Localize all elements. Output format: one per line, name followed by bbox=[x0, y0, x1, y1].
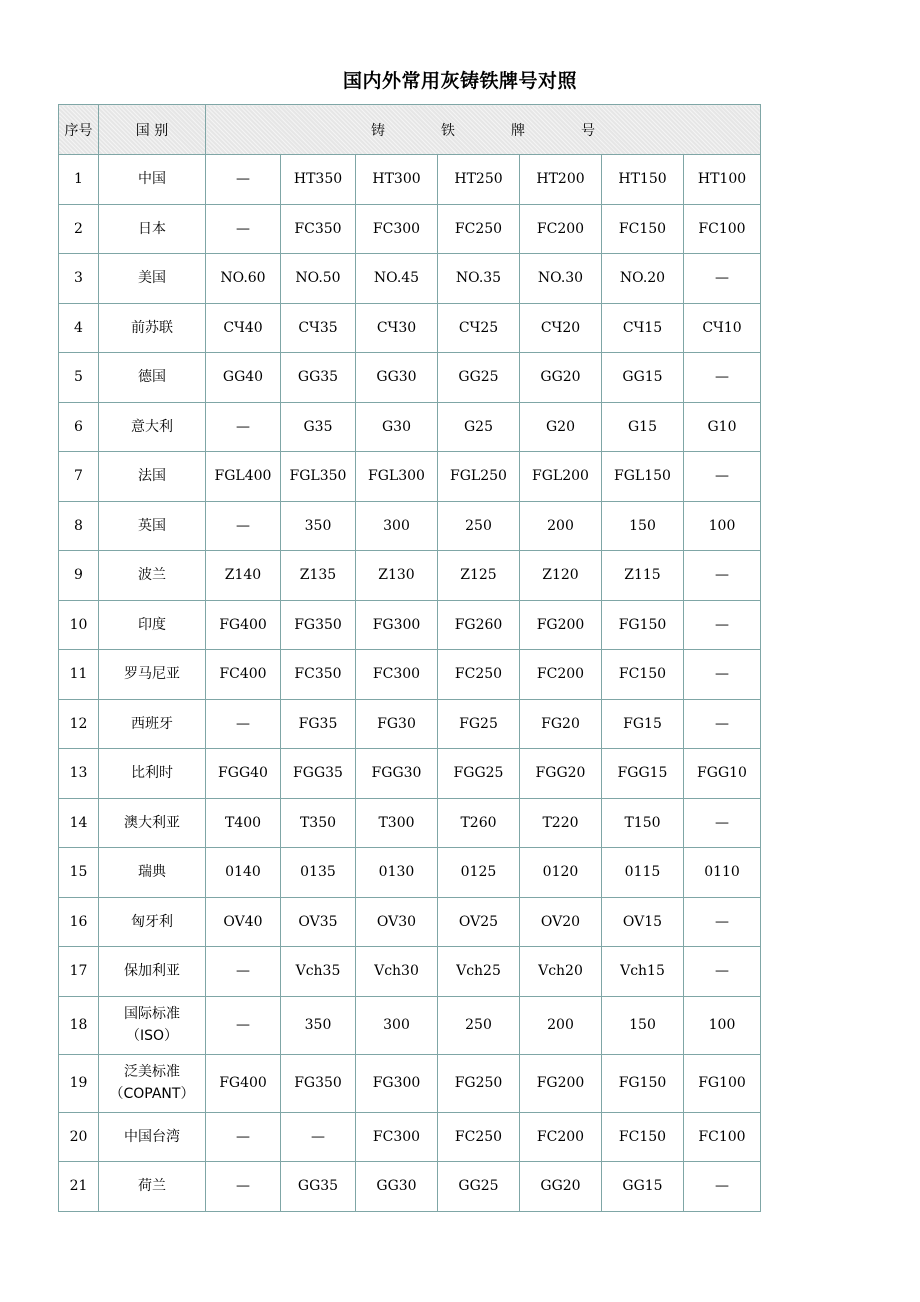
grade-cell: FG20 bbox=[520, 699, 602, 749]
country-cell bbox=[99, 749, 206, 799]
grade-cell: HT250 bbox=[438, 155, 520, 205]
grade-cell: FGG15 bbox=[602, 749, 684, 799]
row-number: 4 bbox=[59, 303, 99, 353]
grade-cell: — bbox=[206, 204, 281, 254]
grade-cell: GG35 bbox=[281, 1162, 356, 1212]
country-cell bbox=[99, 1054, 206, 1112]
grade-cell: — bbox=[684, 353, 761, 403]
grade-cell: СЧ40 bbox=[206, 303, 281, 353]
country-cell bbox=[99, 353, 206, 403]
country-name: 匈牙利 bbox=[131, 913, 173, 930]
country-cell bbox=[99, 254, 206, 304]
country-name: 日本 bbox=[138, 220, 166, 237]
grade-cell: FGG30 bbox=[356, 749, 438, 799]
grade-cell: Vch15 bbox=[602, 947, 684, 997]
table-row bbox=[59, 1162, 761, 1212]
grade-cell: FC150 bbox=[602, 204, 684, 254]
grade-cell: Vch35 bbox=[281, 947, 356, 997]
grade-cell: — bbox=[684, 798, 761, 848]
grade-cell: HT100 bbox=[684, 155, 761, 205]
table-row bbox=[59, 254, 761, 304]
table-body bbox=[59, 155, 761, 1212]
row-number: 5 bbox=[59, 353, 99, 403]
grade-cell: FC150 bbox=[602, 650, 684, 700]
grade-cell: 250 bbox=[438, 996, 520, 1054]
table-row bbox=[59, 848, 761, 898]
country-name: 印度 bbox=[138, 616, 166, 633]
header-country: 国 别 bbox=[99, 105, 206, 155]
country-name: 中国 bbox=[138, 171, 166, 188]
row-number: 18 bbox=[59, 996, 99, 1054]
grade-cell: 0115 bbox=[602, 848, 684, 898]
table-row bbox=[59, 1112, 761, 1162]
row-number: 1 bbox=[59, 155, 99, 205]
grade-cell: FC250 bbox=[438, 650, 520, 700]
row-number: 9 bbox=[59, 551, 99, 601]
table-row bbox=[59, 501, 761, 551]
grade-cell: FGL300 bbox=[356, 452, 438, 502]
grade-cell: OV25 bbox=[438, 897, 520, 947]
grade-cell: FGL350 bbox=[281, 452, 356, 502]
grade-cell: 0130 bbox=[356, 848, 438, 898]
country-cell bbox=[99, 650, 206, 700]
grade-cell: G10 bbox=[684, 402, 761, 452]
grade-cell: FGG35 bbox=[281, 749, 356, 799]
grade-cell: OV40 bbox=[206, 897, 281, 947]
grade-cell: Vch30 bbox=[356, 947, 438, 997]
table-row bbox=[59, 897, 761, 947]
table-row bbox=[59, 749, 761, 799]
row-number: 21 bbox=[59, 1162, 99, 1212]
table-row bbox=[59, 551, 761, 601]
grade-cell: СЧ30 bbox=[356, 303, 438, 353]
grade-cell: — bbox=[206, 1162, 281, 1212]
grade-cell: — bbox=[206, 699, 281, 749]
grade-cell: GG15 bbox=[602, 1162, 684, 1212]
row-number: 14 bbox=[59, 798, 99, 848]
table-header-row bbox=[59, 105, 761, 155]
header-grades-char: 铁 bbox=[441, 122, 455, 139]
country-cell bbox=[99, 204, 206, 254]
country-cell bbox=[99, 848, 206, 898]
grade-cell: GG40 bbox=[206, 353, 281, 403]
header-seq: 序号 bbox=[59, 105, 99, 155]
country-cell bbox=[99, 996, 206, 1054]
table-row bbox=[59, 650, 761, 700]
country-name: 英国 bbox=[138, 517, 166, 534]
grade-cell: HT200 bbox=[520, 155, 602, 205]
country-name: 前苏联 bbox=[131, 319, 173, 336]
country-cell bbox=[99, 155, 206, 205]
grade-cell: OV15 bbox=[602, 897, 684, 947]
grade-cell: HT300 bbox=[356, 155, 438, 205]
grade-cell: FG400 bbox=[206, 600, 281, 650]
grade-cell: Z115 bbox=[602, 551, 684, 601]
country-name: 比利时 bbox=[131, 765, 173, 782]
grade-cell: GG30 bbox=[356, 353, 438, 403]
grade-cell: FG15 bbox=[602, 699, 684, 749]
grade-cell: T400 bbox=[206, 798, 281, 848]
row-number: 6 bbox=[59, 402, 99, 452]
grade-cell: G25 bbox=[438, 402, 520, 452]
grade-cell: 0125 bbox=[438, 848, 520, 898]
grade-cell: FGG40 bbox=[206, 749, 281, 799]
page-title: 国内外常用灰铸铁牌号对照 bbox=[342, 70, 577, 92]
grade-cell: FG35 bbox=[281, 699, 356, 749]
row-number: 13 bbox=[59, 749, 99, 799]
grade-cell: FC350 bbox=[281, 650, 356, 700]
grade-cell: FG350 bbox=[281, 1054, 356, 1112]
grade-cell: 100 bbox=[684, 501, 761, 551]
country-name: 荷兰 bbox=[138, 1178, 166, 1195]
grade-cell: GG15 bbox=[602, 353, 684, 403]
grade-cell: NO.50 bbox=[281, 254, 356, 304]
country-cell bbox=[99, 699, 206, 749]
grade-cell: FC150 bbox=[602, 1112, 684, 1162]
grade-cell: NO.35 bbox=[438, 254, 520, 304]
grade-cell: — bbox=[206, 155, 281, 205]
country-name: 澳大利亚 bbox=[124, 814, 180, 831]
grade-cell: Z130 bbox=[356, 551, 438, 601]
grade-cell: СЧ15 bbox=[602, 303, 684, 353]
country-cell bbox=[99, 402, 206, 452]
grade-cell: FGL200 bbox=[520, 452, 602, 502]
header-grades bbox=[206, 105, 761, 155]
grade-cell: FG300 bbox=[356, 1054, 438, 1112]
grade-cell: СЧ10 bbox=[684, 303, 761, 353]
grade-cell: FG260 bbox=[438, 600, 520, 650]
grade-cell: FG300 bbox=[356, 600, 438, 650]
grade-cell: T260 bbox=[438, 798, 520, 848]
country-cell bbox=[99, 452, 206, 502]
country-cell bbox=[99, 501, 206, 551]
table-row bbox=[59, 1054, 761, 1112]
grade-cell: 300 bbox=[356, 501, 438, 551]
grade-cell: СЧ20 bbox=[520, 303, 602, 353]
grade-cell: G20 bbox=[520, 402, 602, 452]
grade-cell: NO.45 bbox=[356, 254, 438, 304]
grade-cell: — bbox=[206, 1112, 281, 1162]
grade-cell: GG35 bbox=[281, 353, 356, 403]
grade-cell: FC350 bbox=[281, 204, 356, 254]
grade-cell: FC100 bbox=[684, 204, 761, 254]
grade-cell: GG30 bbox=[356, 1162, 438, 1212]
grade-cell: 200 bbox=[520, 501, 602, 551]
grade-cell: — bbox=[684, 600, 761, 650]
table-row bbox=[59, 452, 761, 502]
row-number: 10 bbox=[59, 600, 99, 650]
grade-cell: СЧ35 bbox=[281, 303, 356, 353]
grade-cell: T220 bbox=[520, 798, 602, 848]
grade-cell: — bbox=[206, 947, 281, 997]
row-number: 2 bbox=[59, 204, 99, 254]
grade-cell: FGL150 bbox=[602, 452, 684, 502]
grade-cell: 150 bbox=[602, 996, 684, 1054]
row-number: 16 bbox=[59, 897, 99, 947]
grade-cell: GG25 bbox=[438, 353, 520, 403]
grade-cell: G30 bbox=[356, 402, 438, 452]
grade-cell: Vch25 bbox=[438, 947, 520, 997]
country-cell bbox=[99, 551, 206, 601]
country-name: 美国 bbox=[138, 270, 166, 287]
table-row bbox=[59, 402, 761, 452]
row-number: 15 bbox=[59, 848, 99, 898]
grade-cell: — bbox=[684, 947, 761, 997]
grade-cell: — bbox=[206, 501, 281, 551]
table-row bbox=[59, 204, 761, 254]
grade-cell: OV35 bbox=[281, 897, 356, 947]
header-grades-char: 铸 bbox=[371, 122, 385, 139]
grade-cell: FC400 bbox=[206, 650, 281, 700]
country-cell bbox=[99, 947, 206, 997]
grade-cell: — bbox=[684, 254, 761, 304]
country-cell bbox=[99, 1112, 206, 1162]
country-standard-code: （COPANT） bbox=[109, 1086, 195, 1102]
grade-cell: 350 bbox=[281, 501, 356, 551]
grade-cell: FG250 bbox=[438, 1054, 520, 1112]
grade-cell: OV30 bbox=[356, 897, 438, 947]
grade-cell: — bbox=[684, 551, 761, 601]
grade-cell: 300 bbox=[356, 996, 438, 1054]
grade-cell: FC200 bbox=[520, 1112, 602, 1162]
grade-cell: 350 bbox=[281, 996, 356, 1054]
grade-cell: GG20 bbox=[520, 353, 602, 403]
grade-cell: OV20 bbox=[520, 897, 602, 947]
grade-cell: FGG10 bbox=[684, 749, 761, 799]
country-cell bbox=[99, 798, 206, 848]
grade-cell: NO.60 bbox=[206, 254, 281, 304]
grade-cell: 100 bbox=[684, 996, 761, 1054]
country-name: 意大利 bbox=[131, 418, 173, 435]
grade-cell: 150 bbox=[602, 501, 684, 551]
country-name: 泛美标准 bbox=[124, 1064, 180, 1080]
grade-cell: NO.30 bbox=[520, 254, 602, 304]
table-row bbox=[59, 996, 761, 1054]
country-name: 德国 bbox=[138, 369, 166, 386]
grade-cell: T150 bbox=[602, 798, 684, 848]
grade-cell: G35 bbox=[281, 402, 356, 452]
country-cell bbox=[99, 897, 206, 947]
country-name: 中国台湾 bbox=[124, 1128, 180, 1145]
grade-cell: T300 bbox=[356, 798, 438, 848]
grade-cell: FG100 bbox=[684, 1054, 761, 1112]
country-cell bbox=[99, 303, 206, 353]
grade-cell: 0140 bbox=[206, 848, 281, 898]
grade-cell: Vch20 bbox=[520, 947, 602, 997]
header-grades-char: 牌 bbox=[511, 122, 525, 139]
grade-cell: FC300 bbox=[356, 1112, 438, 1162]
grade-cell: FG30 bbox=[356, 699, 438, 749]
grade-cell: FGG25 bbox=[438, 749, 520, 799]
grade-cell: 0110 bbox=[684, 848, 761, 898]
grade-cell: 200 bbox=[520, 996, 602, 1054]
table-row bbox=[59, 947, 761, 997]
grade-cell: FG400 bbox=[206, 1054, 281, 1112]
table-row bbox=[59, 699, 761, 749]
grade-cell: FGL250 bbox=[438, 452, 520, 502]
grade-cell: — bbox=[684, 452, 761, 502]
row-number: 8 bbox=[59, 501, 99, 551]
row-number: 3 bbox=[59, 254, 99, 304]
row-number: 20 bbox=[59, 1112, 99, 1162]
country-name: 瑞典 bbox=[138, 864, 166, 881]
grade-cell: FC200 bbox=[520, 650, 602, 700]
table-row bbox=[59, 798, 761, 848]
country-cell bbox=[99, 600, 206, 650]
grade-cell: 0135 bbox=[281, 848, 356, 898]
grade-cell: — bbox=[281, 1112, 356, 1162]
table-row bbox=[59, 155, 761, 205]
grade-cell: FG350 bbox=[281, 600, 356, 650]
grade-cell: Z140 bbox=[206, 551, 281, 601]
country-name: 国际标准 bbox=[124, 1006, 180, 1022]
country-standard-code: （ISO） bbox=[125, 1028, 179, 1044]
grade-cell: — bbox=[206, 402, 281, 452]
grade-cell: FGL400 bbox=[206, 452, 281, 502]
row-number: 17 bbox=[59, 947, 99, 997]
grade-cell: FC300 bbox=[356, 204, 438, 254]
grade-cell: FC200 bbox=[520, 204, 602, 254]
grade-cell: 250 bbox=[438, 501, 520, 551]
grade-cell: FG200 bbox=[520, 1054, 602, 1112]
grade-cell: СЧ25 bbox=[438, 303, 520, 353]
table-row bbox=[59, 600, 761, 650]
grade-cell: FC100 bbox=[684, 1112, 761, 1162]
row-number: 11 bbox=[59, 650, 99, 700]
grade-cell: FC250 bbox=[438, 1112, 520, 1162]
country-name: 保加利亚 bbox=[124, 963, 180, 980]
country-name: 罗马尼亚 bbox=[124, 666, 180, 683]
grade-cell: 0120 bbox=[520, 848, 602, 898]
grade-cell: FC250 bbox=[438, 204, 520, 254]
grade-cell: GG25 bbox=[438, 1162, 520, 1212]
row-number: 7 bbox=[59, 452, 99, 502]
grade-cell: FG25 bbox=[438, 699, 520, 749]
country-cell bbox=[99, 1162, 206, 1212]
grade-cell: — bbox=[684, 699, 761, 749]
row-number: 19 bbox=[59, 1054, 99, 1112]
grade-cell: FC300 bbox=[356, 650, 438, 700]
grade-cell: Z125 bbox=[438, 551, 520, 601]
row-number: 12 bbox=[59, 699, 99, 749]
grade-cell: — bbox=[684, 1162, 761, 1212]
table-row bbox=[59, 303, 761, 353]
grade-cell: FGG20 bbox=[520, 749, 602, 799]
grade-cell: FG150 bbox=[602, 600, 684, 650]
grade-comparison-table bbox=[58, 104, 761, 1212]
grade-cell: NO.20 bbox=[602, 254, 684, 304]
grade-cell: — bbox=[684, 897, 761, 947]
grade-cell: FG150 bbox=[602, 1054, 684, 1112]
country-name: 法国 bbox=[138, 468, 166, 485]
grade-cell: HT350 bbox=[281, 155, 356, 205]
grade-cell: — bbox=[684, 650, 761, 700]
grade-cell: Z135 bbox=[281, 551, 356, 601]
table-row bbox=[59, 353, 761, 403]
grade-cell: Z120 bbox=[520, 551, 602, 601]
grade-cell: T350 bbox=[281, 798, 356, 848]
grade-cell: GG20 bbox=[520, 1162, 602, 1212]
grade-cell: — bbox=[206, 996, 281, 1054]
grade-cell: HT150 bbox=[602, 155, 684, 205]
grade-cell: FG200 bbox=[520, 600, 602, 650]
country-name: 波兰 bbox=[138, 567, 166, 584]
header-grades-char: 号 bbox=[581, 122, 595, 139]
grade-cell: G15 bbox=[602, 402, 684, 452]
country-name: 西班牙 bbox=[131, 715, 173, 732]
